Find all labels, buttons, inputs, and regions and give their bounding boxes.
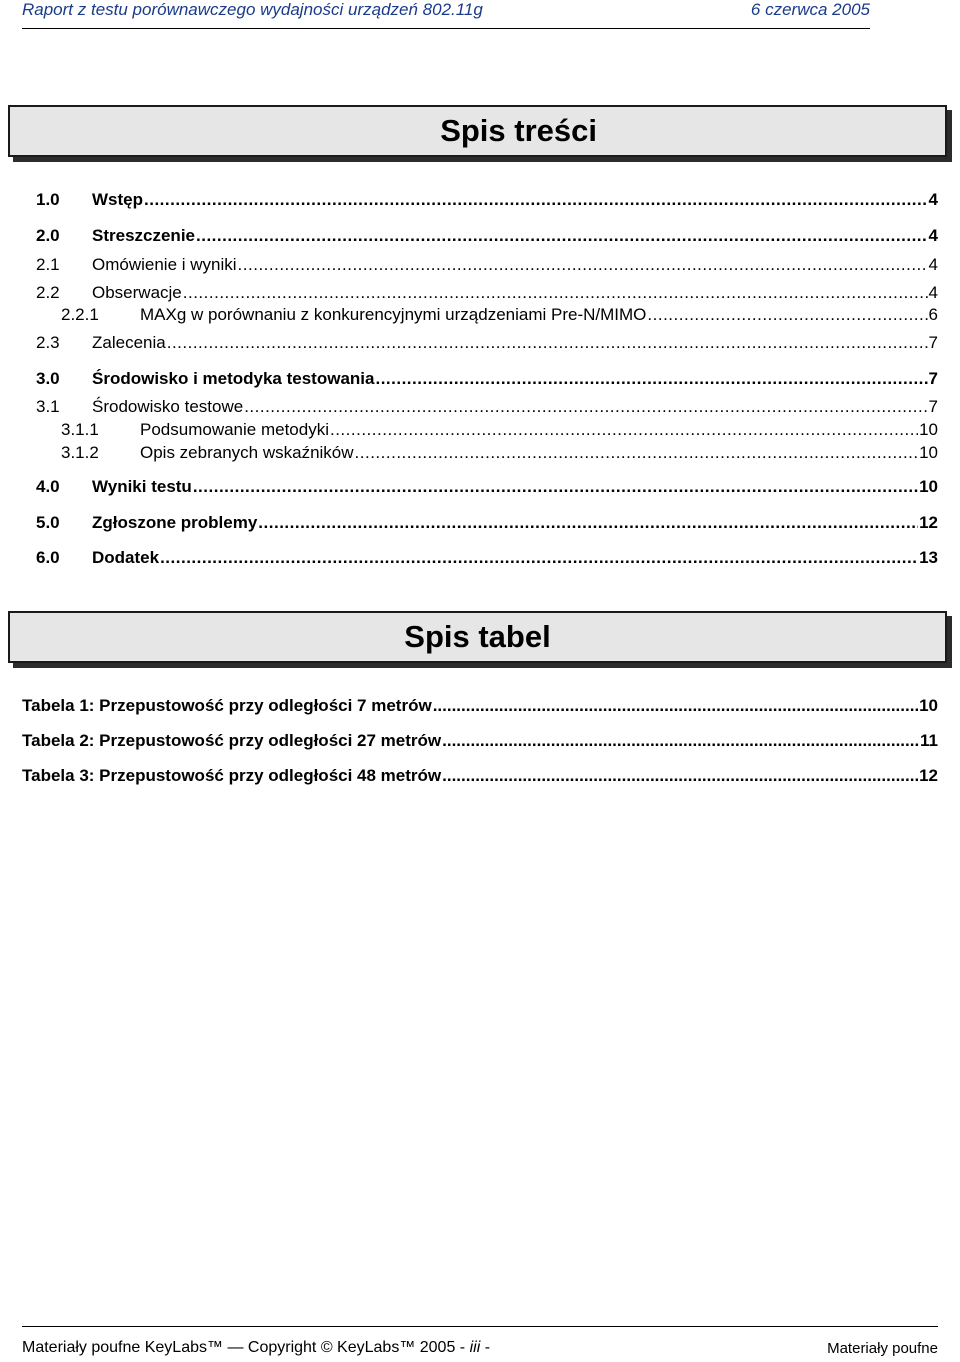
toc-entry-page: 4 (928, 283, 938, 302)
toc-entry-number: 2.1 (36, 255, 60, 274)
document-title: Raport z testu porównawczego wydajności urządzeń 802.11g (22, 0, 483, 19)
toc-entry-page: 4 (928, 255, 938, 274)
toc-entry[interactable] (36, 397, 938, 421)
toc-entry-number: 3.1.2 (61, 443, 99, 462)
table-list-entry[interactable] (22, 696, 938, 720)
table-entry-label: Tabela 1: Przepustowość przy odległości 7 metrów (22, 696, 432, 715)
toc-entry[interactable] (61, 305, 938, 329)
toc-entry-page: 10 (919, 420, 938, 439)
dot-leader (375, 369, 927, 389)
dot-leader (647, 305, 927, 325)
toc-entry-page: 7 (928, 369, 938, 388)
toc-entry-page: 4 (928, 226, 938, 245)
toc-entry[interactable] (36, 548, 938, 572)
toc-entry-number: 3.1 (36, 397, 60, 416)
toc-entry-label: MAXg w porównaniu z konkurencyjnymi urządzeniami Pre-N/MIMO (140, 305, 647, 324)
dot-leader (330, 420, 918, 440)
toc-entry-number: 3.0 (36, 369, 60, 388)
toc-entry-label: Środowisko testowe (92, 397, 244, 416)
tables-heading-banner (8, 611, 947, 663)
toc-entry-number: 1.0 (36, 190, 60, 209)
page-footer (22, 1326, 938, 1357)
toc-entry-page: 7 (928, 397, 938, 416)
page-number: iii (469, 1339, 481, 1356)
toc-entry[interactable] (61, 443, 938, 467)
toc-entry-number: 4.0 (36, 477, 60, 496)
dot-leader (433, 696, 918, 716)
toc-entry-label: Zalecenia (92, 333, 166, 352)
document-date: 6 czerwca 2005 (750, 0, 870, 19)
dot-leader (355, 443, 919, 463)
footer-confidential: Materiały poufne (827, 1340, 938, 1357)
footer-copyright (22, 1339, 490, 1357)
dot-leader (144, 190, 928, 210)
page-header (22, 0, 870, 29)
toc-entry[interactable] (36, 226, 938, 250)
dot-leader (442, 766, 918, 786)
toc-entry[interactable] (36, 255, 938, 279)
toc-entry-label: Obserwacje (92, 283, 182, 302)
toc-entry-label: Podsumowanie metodyki (140, 420, 329, 439)
dot-leader (196, 226, 928, 246)
toc-entry[interactable] (36, 333, 938, 357)
toc-entry[interactable] (36, 283, 938, 307)
toc-heading-banner (8, 105, 947, 157)
toc-entry[interactable] (61, 420, 938, 444)
toc-heading: Spis treści (440, 113, 597, 148)
toc-entry-number: 2.2.1 (61, 305, 99, 324)
toc-entry-page: 13 (919, 548, 938, 567)
toc-entry-label: Dodatek (92, 548, 160, 567)
dot-leader (183, 283, 928, 303)
footer-dash: - (484, 1339, 491, 1356)
toc-entry-label: Opis zebranych wskaźników (140, 443, 354, 462)
toc-entry-number: 2.0 (36, 226, 60, 245)
toc-entry-page: 7 (928, 333, 938, 352)
toc-entry[interactable] (36, 513, 938, 537)
toc-entry[interactable] (36, 190, 938, 214)
toc-entry-number: 6.0 (36, 548, 60, 567)
toc-entry-page: 12 (919, 513, 938, 532)
dot-leader (244, 397, 927, 417)
dot-leader (160, 548, 918, 568)
table-entry-label: Tabela 2: Przepustowość przy odległości 27 metrów (22, 731, 442, 750)
dot-leader (442, 731, 919, 751)
toc-entry[interactable] (36, 477, 938, 501)
toc-entry-number: 3.1.1 (61, 420, 99, 439)
toc-entry-page: 10 (919, 443, 938, 462)
footer-copyright-text: Materiały poufne KeyLabs™ — Copyright © KeyLabs™ 2005 - (22, 1339, 466, 1356)
dot-leader (238, 255, 928, 275)
toc-entry-number: 2.2 (36, 283, 60, 302)
toc-entry-page: 4 (928, 190, 938, 209)
table-list-entry[interactable] (22, 731, 938, 755)
toc-entry-label: Omówienie i wyniki (92, 255, 237, 274)
table-entry-page: 12 (919, 766, 938, 785)
toc-entry-label: Zgłoszone problemy (92, 513, 258, 532)
toc-entry-label: Streszczenie (92, 226, 195, 245)
toc-entry-page: 10 (919, 477, 938, 496)
table-list-entry[interactable] (22, 766, 938, 790)
toc-entry-number: 5.0 (36, 513, 60, 532)
toc-entry-label: Wstęp (92, 190, 143, 209)
dot-leader (258, 513, 918, 533)
toc-entry-label: Środowisko i metodyka testowania (92, 369, 375, 388)
toc-entry-page: 6 (928, 305, 938, 324)
dot-leader (193, 477, 918, 497)
toc-entry-label: Wyniki testu (92, 477, 192, 496)
toc-entry-number: 2.3 (36, 333, 60, 352)
table-entry-page: 10 (919, 696, 938, 715)
tables-heading: Spis tabel (404, 619, 551, 654)
dot-leader (167, 333, 928, 353)
table-entry-page: 11 (920, 731, 938, 750)
toc-entry[interactable] (36, 369, 938, 393)
table-entry-label: Tabela 3: Przepustowość przy odległości 48 metrów (22, 766, 442, 785)
